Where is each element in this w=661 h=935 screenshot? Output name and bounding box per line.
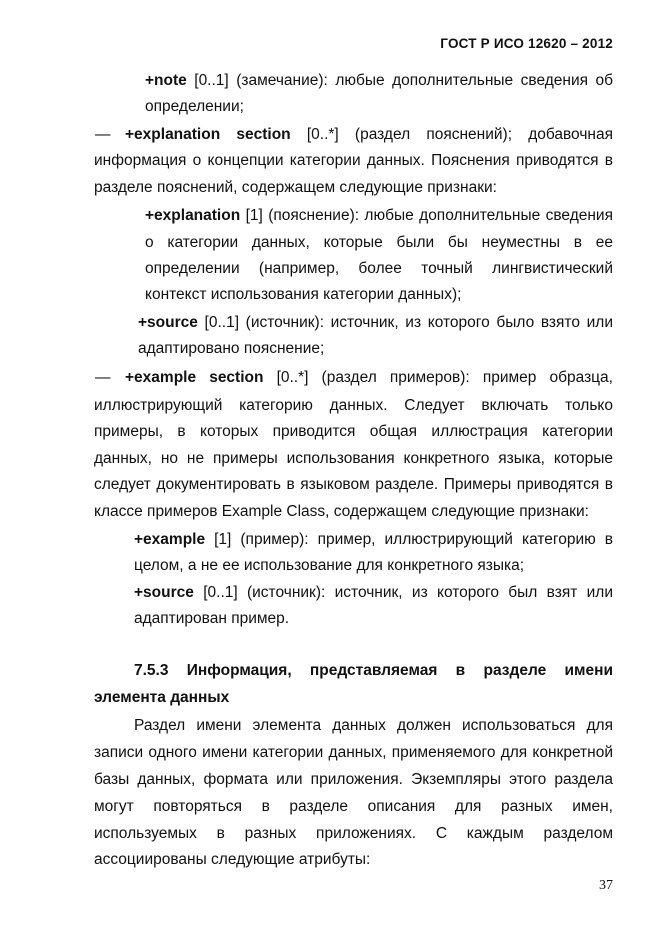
- text-line: разделе пояснений, содержащем следующие признаки:: [94, 179, 497, 196]
- text-line: адаптировано пояснение;: [138, 340, 325, 357]
- text-line: +source [0..1] (источник): источник, из которого был взят или: [134, 584, 613, 601]
- list-dash: —: [95, 369, 111, 386]
- text-line: +source [0..1] (источник): источник, из которого было взято или: [138, 314, 613, 331]
- text-line: ассоциированы следующие атрибуты:: [94, 851, 371, 868]
- text-line: данных, но не примеры использования конкретного языка, которые: [94, 450, 613, 467]
- attribute-term: +explanation: [145, 207, 241, 224]
- text-line: +explanation [1] (пояснение): любые дополнительные сведения: [145, 207, 613, 224]
- document-header: ГОСТ Р ИСО 12620 – 2012: [440, 36, 613, 51]
- page-number: 37: [599, 878, 613, 893]
- text-line: контекст использования категории данных);: [145, 286, 462, 303]
- text-line: могут повторяться в разделе описания для разных имен,: [94, 798, 613, 815]
- list-dash: —: [95, 126, 111, 143]
- attribute-term: +explanation section: [125, 126, 291, 143]
- text-line: +example [1] (пример): пример, иллюстрирующий категорию в: [134, 531, 613, 548]
- text-line: иллюстрирующий категорию данных. Следует включать только: [94, 397, 613, 414]
- attribute-term: +note: [145, 72, 187, 89]
- attribute-term: +source: [138, 314, 198, 331]
- section-heading-line: элемента данных: [94, 689, 230, 706]
- attribute-term: +source: [134, 584, 194, 601]
- text-line: определении;: [145, 98, 244, 115]
- text-line: примеры, в которых приводится общая иллюстрация категории: [94, 423, 613, 440]
- text-line: следует документировать в языковом разделе. Примеры приводятся в: [94, 476, 613, 493]
- text-line: целом, а не ее использование для конкретного языка;: [134, 557, 525, 574]
- text-line: записи одного имени категории данных, применяемого для конкретной: [94, 744, 613, 761]
- text-line: Раздел имени элемента данных должен использоваться для: [134, 717, 613, 734]
- attribute-term: +example: [134, 531, 206, 548]
- text-line: +note [0..1] (замечание): любые дополнительные сведения об: [145, 72, 613, 89]
- text-line: — +explanation section [0..*] (раздел пояснений); добавочная: [95, 126, 613, 143]
- text-line: информация о концепции категории данных. Пояснения приводятся в: [94, 152, 613, 169]
- attribute-term: +example section: [125, 369, 264, 386]
- text-line: — +example section [0..*] (раздел примеров): пример образца,: [95, 369, 613, 386]
- text-line: базы данных, формата или приложения. Экземпляры этого раздела: [94, 771, 613, 788]
- text-line: о категории данных, которые были бы неуместны в ее: [145, 234, 613, 251]
- text-line: адаптирован пример.: [134, 610, 290, 627]
- text-line: используемых в разных приложениях. С каждым разделом: [94, 825, 613, 842]
- text-line: классе примеров Example Class, содержащем следующие признаки:: [94, 503, 589, 520]
- text-line: определении (например, более точный лингвистический: [145, 260, 613, 277]
- section-heading-line: 7.5.3 Информация, представляемая в разделе имени: [134, 662, 613, 679]
